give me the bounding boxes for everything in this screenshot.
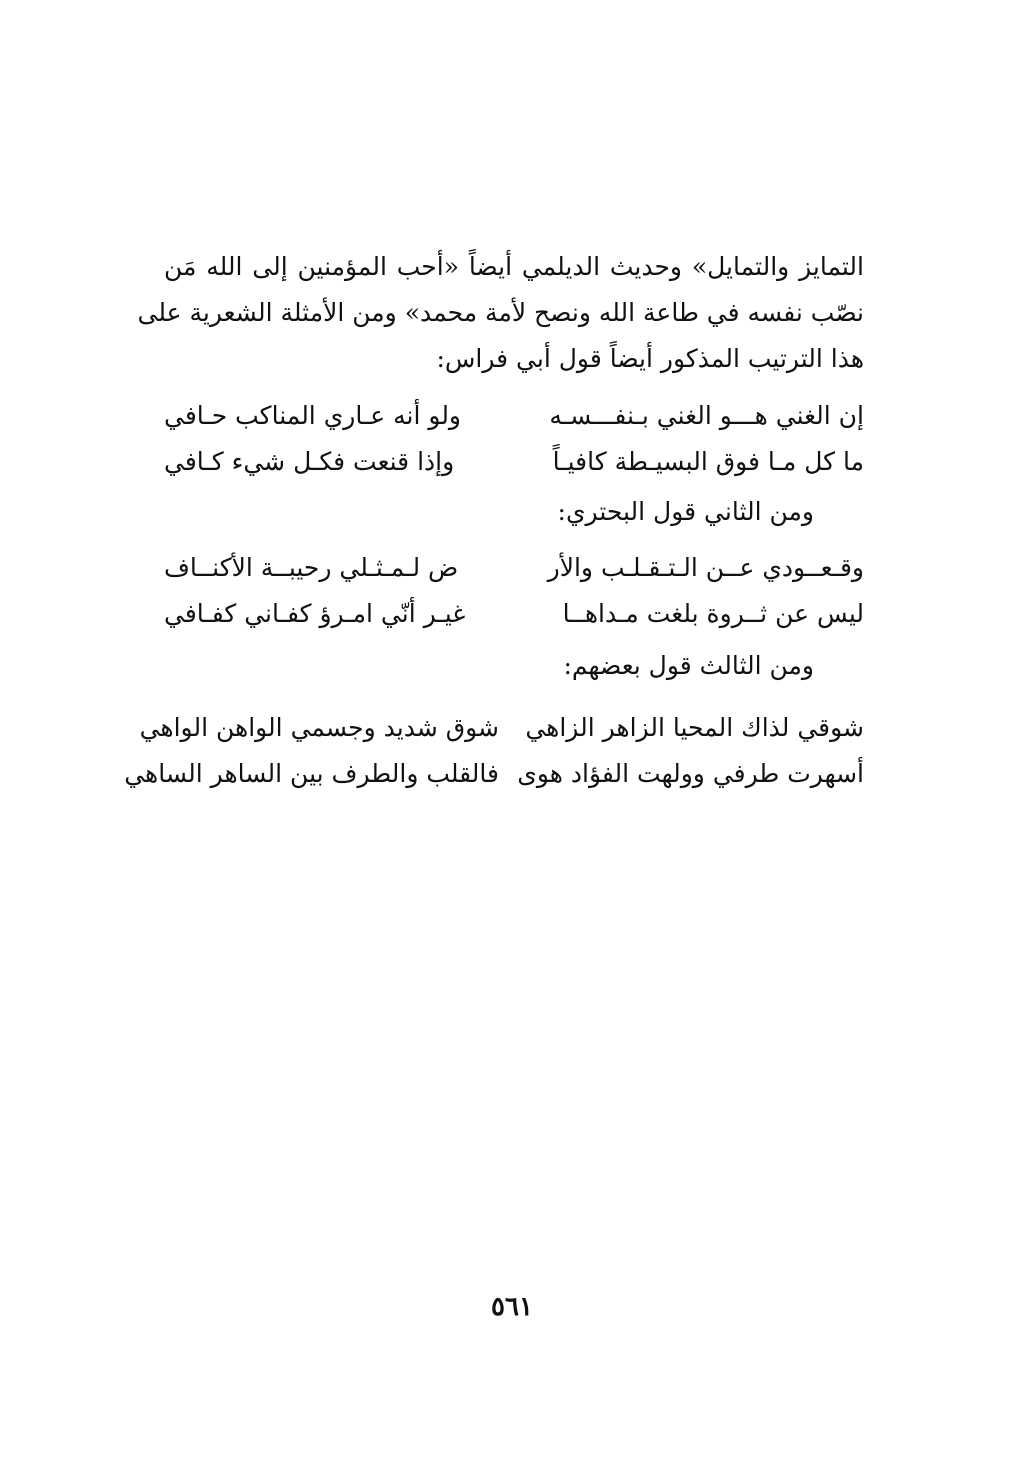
verse-second-hemistich: شوق شديد وجسمي الواهن الواهي: [139, 712, 499, 742]
poem-intro: ومن الثاني قول البحتري:: [557, 497, 814, 526]
poem-anonymous: [124, 704, 864, 796]
poem-verse: [164, 590, 864, 636]
verse-second-hemistich: ض لـمـثـلي رحيبــة الأكنــاف: [164, 552, 459, 582]
verse-first-hemistich: شوقي لذاك المحيا الزاهر الزاهي: [525, 712, 864, 742]
verse-first-hemistich: ليس عن ثــروة بلغت مـداهــا: [562, 598, 864, 628]
paragraph-line: التمايز والتمايل» وحديث الديلمي أيضاً «أحب المؤمنين إلى الله مَن: [164, 252, 865, 281]
verse-second-hemistich: غيـر أنّي امـرؤ كفـاني كفـافي: [164, 598, 466, 628]
paragraph-line: هذا الترتيب المذكور أيضاً قول أبي فراس:: [436, 344, 864, 373]
verse-first-hemistich: ما كل مـا فوق البسيـطة كافيـاً: [552, 446, 864, 476]
verse-second-hemistich: وإذا قنعت فكـل شيء كـافي: [164, 446, 455, 476]
poem-verse: [124, 750, 864, 796]
verse-first-hemistich: وقـعــودي عــن الـتـقـلـب والأر: [547, 552, 864, 582]
poem-abu-firas: [164, 392, 864, 484]
poem-intro: ومن الثالث قول بعضهم:: [563, 651, 814, 680]
verse-first-hemistich: أسهرت طرفي وولهت الفؤاد هوى: [517, 758, 864, 788]
poem-verse: [164, 392, 864, 438]
verse-second-hemistich: فالقلب والطرف بين الساهر الساهي: [124, 758, 499, 788]
poem-buhturi: [164, 544, 864, 636]
body-paragraph: [137, 244, 865, 382]
poem-verse: [139, 704, 864, 750]
poem-verse: [164, 438, 864, 484]
poem-verse: [164, 544, 864, 590]
page-number: ٥٦١: [491, 1292, 533, 1322]
paragraph-line: نصّب نفسه في طاعة الله ونصح لأمة محمد» ومن الأمثلة الشعرية على: [137, 298, 864, 327]
verse-first-hemistich: إن الغني هـــو الغني بـنفـــسـه: [549, 400, 864, 430]
verse-second-hemistich: ولو أنه عـاري المناكب حـافي: [164, 400, 462, 430]
